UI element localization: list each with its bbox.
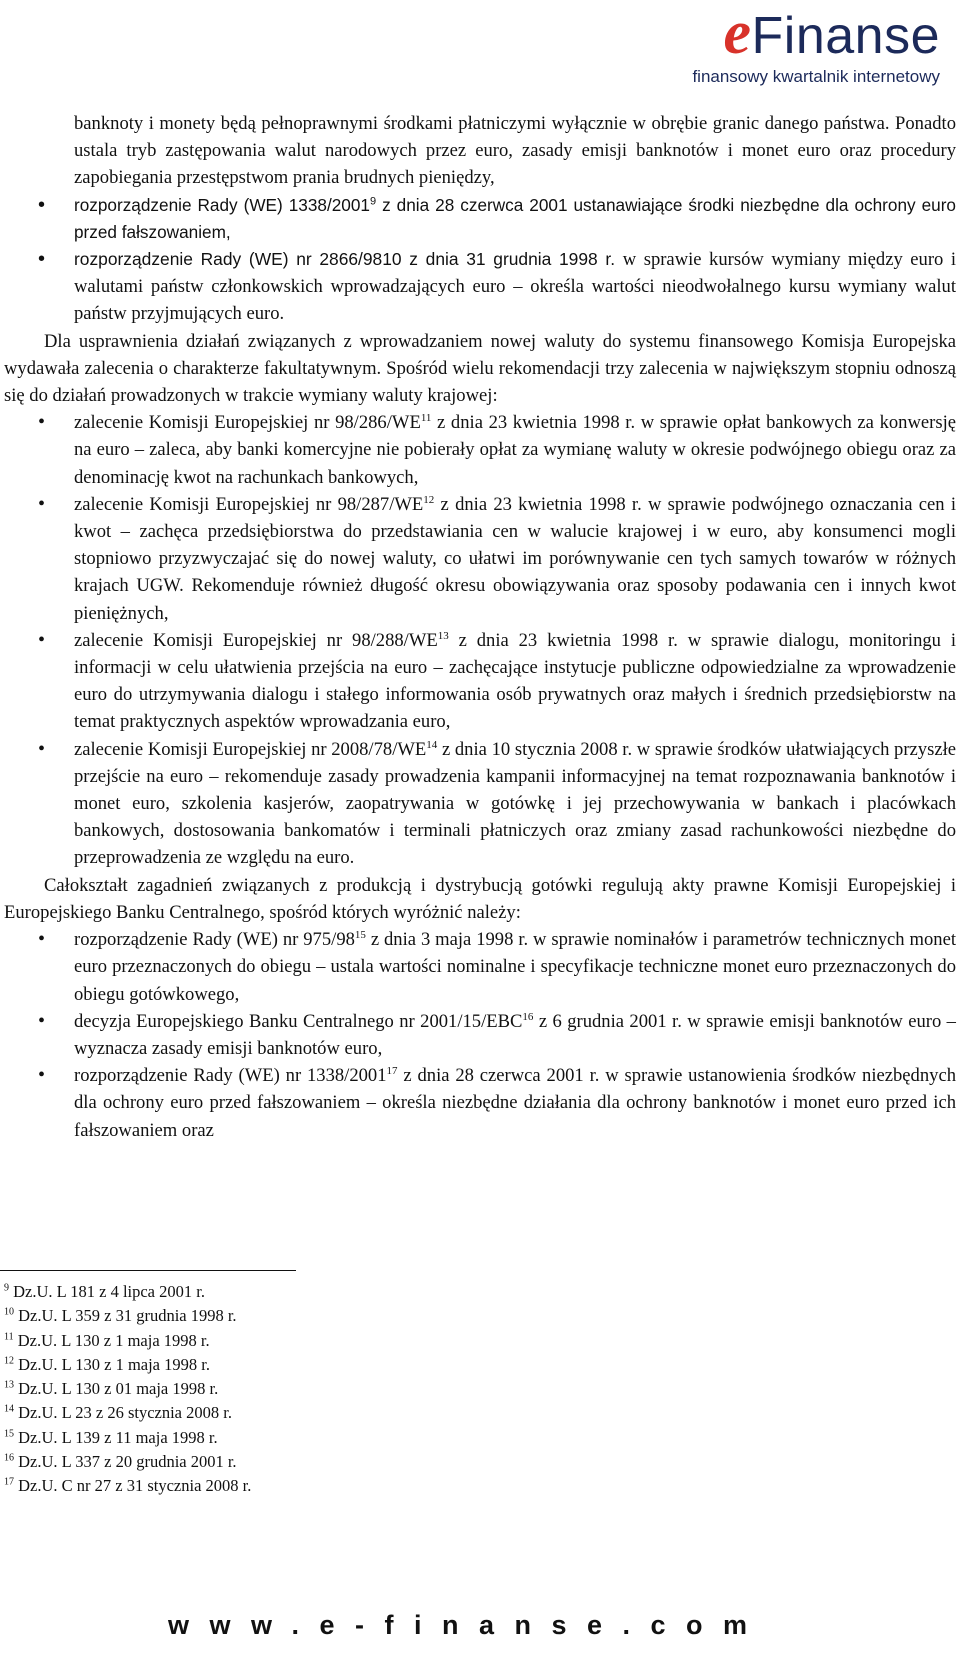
item-text: z dnia 28 czerwca 2001 r. w sprawie ustanowienia środków niezbędnych dla ochrony euro przed fałszowaniem – określa niezbędne działania dla ochrony banknotów i monet euro przed ich fałszowaniem oraz [74,1065,956,1141]
page-body [0,110,960,1144]
footnote [4,1329,251,1353]
logo-e: e [723,0,752,67]
footnote-text: Dz.U. L 130 z 1 maja 1998 r. [13,1330,210,1350]
footnote-text: Dz.U. L 337 z 20 grudnia 2001 r. [14,1452,237,1472]
footnote-number: 9 [4,1282,9,1294]
item-text: z 6 grudnia 2001 r. w sprawie emisji banknotów euro – wyznacza zasady emisji banknotów euro, [74,1010,956,1059]
footer-url: www.e-finanse.com [168,1610,768,1640]
footnote [4,1426,251,1450]
footnote-ref: 12 [423,493,435,506]
item-text: z dnia 23 kwietnia 1998 r. w sprawie podwójnego oznaczania cen i kwot – zachęca przedsiębiorstwa do przedstawiania cen w walucie krajowej i w euro, aby konsumenci mogli stopniowo przyzwyczajać się do nowej waluty, co ułatwi im porównywanie cen tych samych towarów w różnych krajach UGW. Rekomenduje również długość okresu obowiązywania oraz sposoby podawania cen i innych kwot pieniężnych, [74,493,956,624]
continued-paragraph: banknoty i monety będą pełnoprawnymi środkami płatniczymi wyłącznie w obrębie granic danego państwa. Ponadto ustala tryb zastępowania walut narodowych przez euro, zasady emisji banknotów i monet euro oraz procedury zapobiegania przestępstwom prania brudnych pieniędzy, [74,113,956,189]
footnote-text: Dz.U. L 139 z 11 maja 1998 r. [14,1427,218,1447]
list-item [0,491,956,627]
list-item [0,409,956,491]
footnote-number: 10 [4,1306,14,1318]
footnote-text: Dz.U. L 23 z 26 stycznia 2008 r. [14,1403,232,1423]
footnote-number: 13 [4,1379,14,1391]
footnote [4,1450,251,1474]
footnote [4,1401,251,1425]
footnote-text: Dz.U. L 359 z 31 grudnia 1998 r. [14,1306,237,1326]
logo-title [650,0,940,67]
legal-acts-list [0,926,960,1144]
footnote-text: Dz.U. C nr 27 z 31 stycznia 2008 r. [14,1476,252,1496]
footnote [4,1353,251,1377]
footnote-ref: 14 [426,738,438,751]
footnote-ref: 17 [386,1064,398,1077]
item-text: zalecenie Komisji Europejskiej nr 98/286/WE [74,412,421,434]
recommendation-list [0,409,960,871]
footnote-text: Dz.U. L 130 z 01 maja 1998 r. [14,1379,219,1399]
list-item [0,736,956,872]
footnote-text: Dz.U. L 130 z 1 maja 1998 r. [14,1354,210,1374]
item-text: rozporządzenie Rady (WE) nr 1338/2001 [74,1065,387,1087]
footnote-number: 12 [4,1355,14,1367]
footnote-ref: 9 [369,194,377,207]
item-text: z dnia 10 stycznia 2008 r. w sprawie środków ułatwiających przyszłe przejście na euro – rekomenduje zasady prowadzenia kampanii informacyjnej na temat rozpoznawania banknotów i monet euro, szkolenia kasjerów, zaopatrywania w gotówkę i jej przechowywania w bankach i placówkach bankowych, dostosowania bankomatów i terminali płatniczych oraz zmiany zasad rachunkowości niezbędne do przeprowadzenia ze względu na euro. [74,738,956,869]
logo-subtitle: finansowy kwartalnik internetowy [692,67,940,86]
item-text: zalecenie Komisji Europejskiej nr 98/288/WE [74,629,438,651]
footnote-number: 11 [4,1331,14,1343]
list-item [0,1062,956,1144]
footnote [4,1474,251,1498]
efinanse-logo [650,0,940,87]
item-text: z dnia 28 czerwca 2001 ustanawiające środki niezbędne dla ochrony euro przed fałszowaniem, [74,194,956,242]
item-text: w sprawie kursów wymiany między euro i walutami państw członkowskich wprowadzających euro – określa wartości nieodwołalnego kursu wymiany walut państw przyjmujących euro. [74,249,956,325]
footnote [4,1304,251,1328]
item-text: rozporządzenie Rady (WE) nr 975/98 [74,929,355,951]
item-text: zalecenie Komisji Europejskiej nr 2008/78/WE [74,738,427,760]
footnote-ref: 16 [522,1010,534,1023]
list-item [0,627,956,736]
footnote-number: 14 [4,1403,14,1415]
logo-name: Finanse [751,7,940,65]
item-text: rozporządzenie Rady (WE) nr 2866/9810 z dnia 31 grudnia 1998 r. [74,249,623,270]
footnote-ref: 11 [420,412,432,425]
paragraph: Dla usprawnienia działań związanych z wprowadzaniem nowej waluty do systemu finansowego Komisja Europejska wydawała zalecenia o charakterze fakultatywnym. Spośród wielu rekomendacji trzy zalecenia w największym stopniu odnoszą się do działań prowadzonych w trakcie wymiany waluty krajowej: [4,330,956,407]
footnote-ref: 13 [437,629,449,642]
list-item [0,246,956,328]
item-text: decyzja Europejskiego Banku Centralnego nr 2001/15/EBC [74,1010,523,1032]
paragraph: Całokształt zagadnień związanych z produkcją i dystrybucją gotówki regulują akty prawne Komisji Europejskiej i Europejskiego Banku Centralnego, spośród których wyróżnić należy: [4,874,956,923]
footnote-text: Dz.U. L 181 z 4 lipca 2001 r. [9,1282,205,1301]
regulation-list-1 [0,192,960,328]
item-text: z dnia 23 kwietnia 1998 r. w sprawie dialogu, monitoringu i informacji w celu ułatwienia przejścia na euro – zachęcające instytucje publiczne odpowiedzialne za wprowadzenie euro do utrzymywania dialogu i stałego informowania osób prywatnych oraz małych i średnich przedsiębiorstw na temat praktycznych aspektów wprowadzania euro, [74,629,956,733]
footnote-ref: 15 [354,928,366,941]
footnote [4,1377,251,1401]
footnote-separator [0,1270,296,1271]
footnote [4,1280,251,1304]
item-text: zalecenie Komisji Europejskiej nr 98/287/WE [74,493,424,515]
item-text: z dnia 23 kwietnia 1998 r. w sprawie opłat bankowych za konwersję na euro – zaleca, aby banki komercyjne nie pobierały opłat za wymianę waluty w okresie podwójnego obiegu oraz za denominację kwot na rachunkach bankowych, [74,412,956,488]
item-text: rozporządzenie Rady (WE) 1338/2001 [74,194,370,215]
footnote-number: 15 [4,1428,14,1440]
list-item [0,192,956,246]
item-text: z dnia 3 maja 1998 r. w sprawie nominałów i parametrów technicznych monet euro przeznaczonych do obiegu – ustala wartości nominalne i specyfikacje techniczne monet euro przeznaczonych do obiegu gotówkowego, [74,929,957,1005]
footnotes [4,1280,251,1499]
list-item [0,926,956,1008]
footnote-number: 17 [4,1476,14,1488]
footnote-number: 16 [4,1452,14,1464]
list-item [0,1008,956,1062]
